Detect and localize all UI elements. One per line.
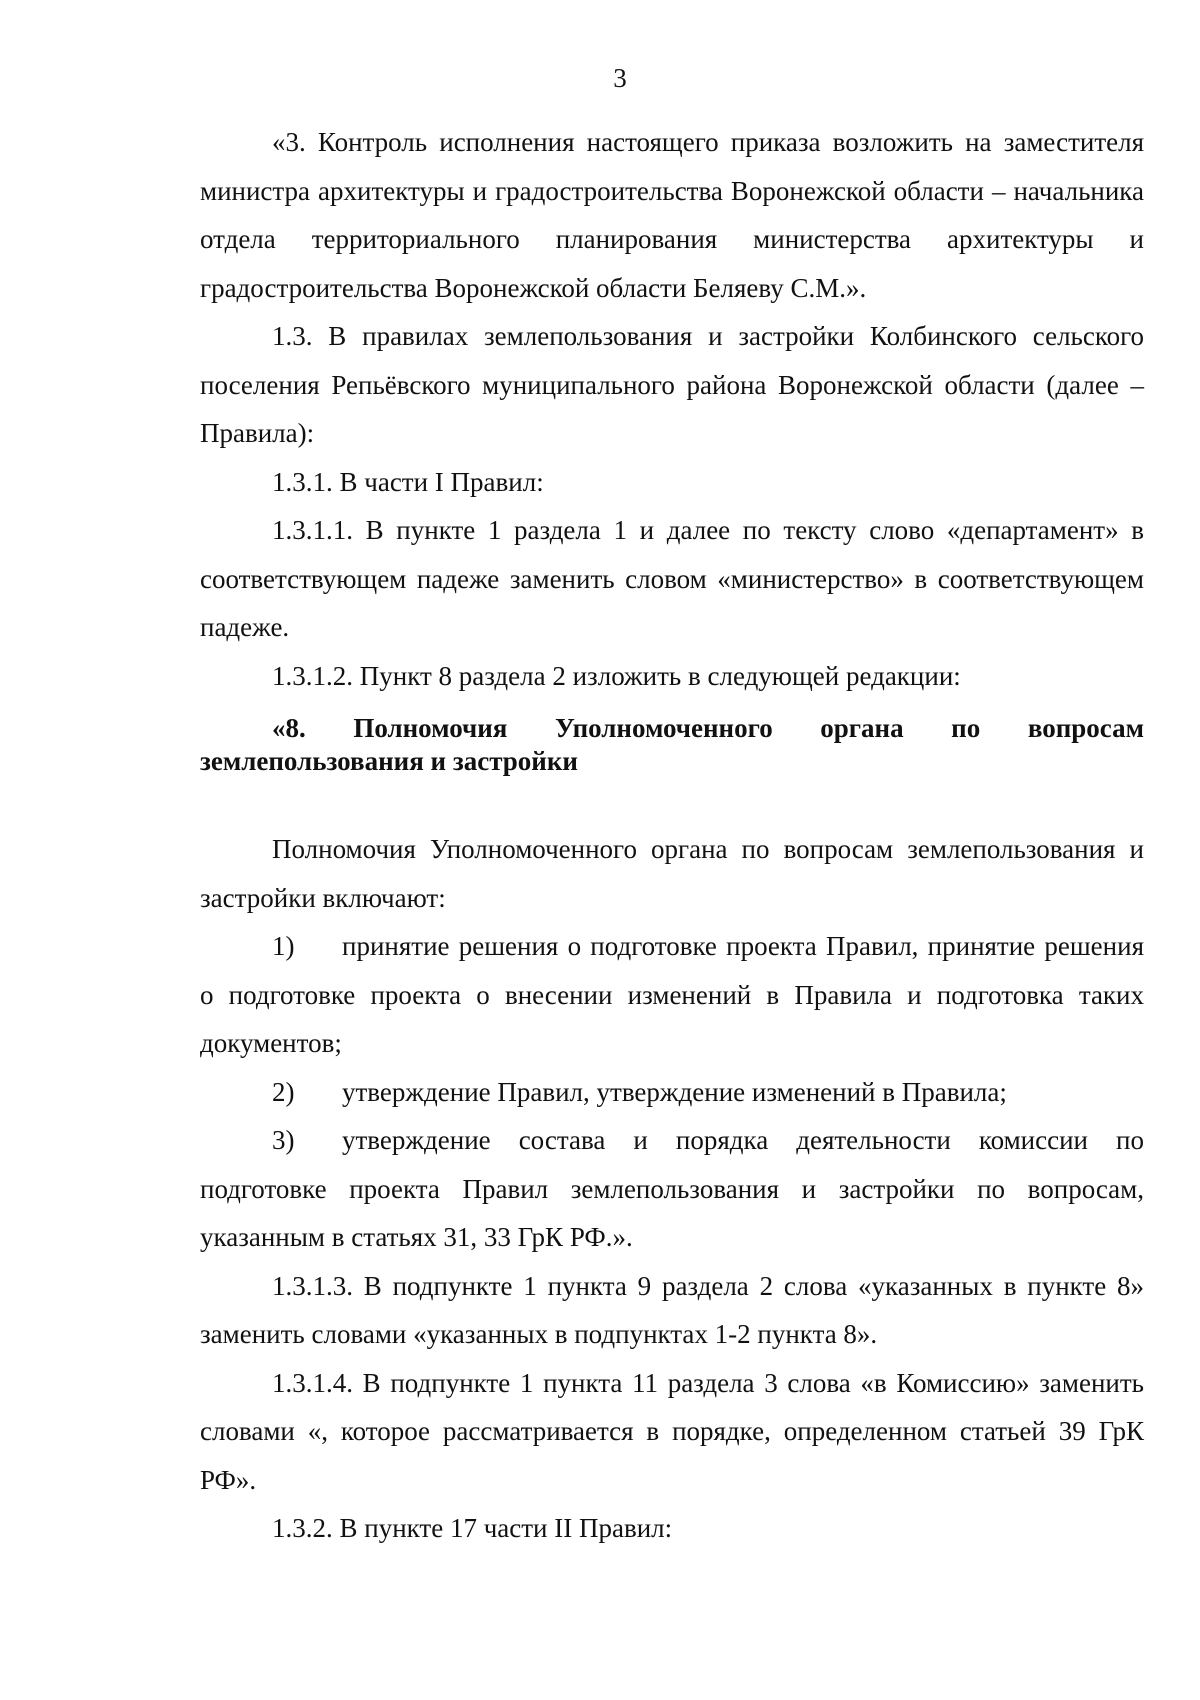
paragraph-intro: Полномочия Уполномоченного органа по вопросам землепользования и застройки включают:: [200, 834, 1144, 913]
list-item-text: утверждение Правил, утверждение изменений в Правила;: [342, 1076, 1007, 1107]
list-item-number: 3): [272, 1125, 295, 1155]
paragraph-1-3-1-3: 1.3.1.3. В подпункте 1 пункта 9 раздела 2 слова «указанных в пункте 8» заменить словами «указанных в подпунктах 1-2 пункта 8».: [200, 1270, 1144, 1349]
list-item: [200, 1068, 1144, 1117]
paragraph-1-3-1: 1.3.1. В части I Правил:: [272, 466, 544, 497]
paragraph-1-3-1-1: 1.3.1.1. В пункте 1 раздела 1 и далее по тексту слово «департамент» в соответствующем падеже заменить словом «министерство» в соответствующем падеже.: [200, 515, 1144, 642]
paragraph-control-clause: «3. Контроль исполнения настоящего приказа возложить на заместителя министра архитектуры и градостроительства Воронежской области – начальника отдела территориального планирования министерства архитектуры и градостроительства Воронежской области Беляеву С.М.».: [200, 127, 1144, 303]
paragraph-1-3-2: 1.3.2. В пункте 17 части II Правил:: [272, 1513, 673, 1543]
list-item-number: 1): [272, 931, 295, 961]
paragraph-1-3-1-2: 1.3.1.2. Пункт 8 раздела 2 изложить в следующей редакции:: [272, 660, 961, 691]
list-item-text: принятие решения о подготовке проекта Правил, принятие решения о подготовке проекта о внесении изменений в Правила и подготовка таких документов;: [200, 931, 1144, 1058]
document-body: [200, 118, 1144, 1553]
paragraph-1-3-1-4: 1.3.1.4. В подпункте 1 пункта 11 раздела 3 слова «в Комиссию» заменить словами «, которое рассматривается в порядке, определенном статьей 39 ГрК РФ».: [200, 1367, 1144, 1495]
page-number: 3: [613, 63, 627, 93]
list-item-text: утверждение состава и порядка деятельности комиссии по подготовке проекта Правил землепользования и застройки по вопросам, указанным в статьях 31, 33 ГрК РФ.».: [200, 1125, 1144, 1252]
list-item-number: 2): [272, 1076, 295, 1107]
paragraph-1-3: 1.3. В правилах землепользования и застройки Колбинского сельского поселения Репьёвского муниципального района Воронежской области (далее – Правила):: [200, 321, 1144, 448]
section-heading: «8. Полномочия Уполномоченного органа по вопросам землепользования и застройки: [200, 713, 1144, 776]
list-item: [200, 922, 1144, 1068]
list-item: [200, 1116, 1144, 1262]
